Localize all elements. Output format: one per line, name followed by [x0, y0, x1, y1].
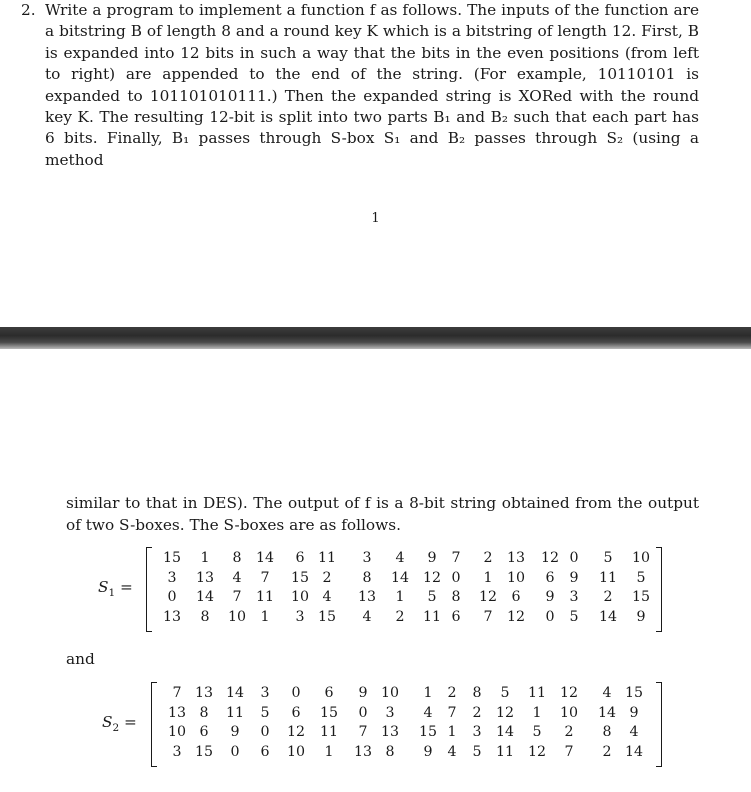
- matrix-cell: 13: [353, 744, 373, 761]
- matrix-cell: 8: [200, 609, 210, 626]
- matrix-cell: 2: [447, 685, 457, 701]
- matrix-cell: 9: [636, 609, 646, 626]
- matrix-cell: 0: [167, 589, 177, 606]
- matrix-cell: 7: [260, 569, 270, 586]
- matrix-cell: 0: [545, 609, 555, 626]
- matrix-cell: 4: [602, 685, 612, 701]
- matrix-cell: 5: [532, 724, 542, 741]
- matrix-cell: 14: [255, 550, 275, 566]
- page-number: 1: [371, 211, 380, 226]
- equals-sign: =: [115, 578, 133, 596]
- matrix-cell: 11: [598, 569, 618, 586]
- sbox-1-row: [0, 588, 751, 606]
- sbox-label-letter: S: [102, 713, 113, 731]
- matrix-cell: 10: [559, 704, 579, 721]
- matrix-cell: 2: [483, 550, 493, 566]
- matrix-cell: 13: [195, 569, 215, 586]
- matrix-cell: 11: [422, 609, 442, 626]
- matrix-cell: 11: [319, 724, 339, 741]
- matrix-cell: 12: [286, 724, 306, 741]
- matrix-cell: 15: [194, 744, 214, 761]
- problem-text-part2: similar to that in DES). The output of f is a 8-bit string obtained from the output of two S-boxes. The S-boxes are as follows.: [66, 494, 699, 534]
- matrix-cell: 1: [200, 550, 210, 566]
- matrix-cell: 5: [472, 744, 482, 761]
- equals-sign: =: [119, 713, 137, 731]
- matrix-cell: 14: [598, 609, 618, 626]
- matrix-cell: 0: [230, 744, 240, 761]
- matrix-cell: 6: [260, 744, 270, 761]
- matrix-cell: 15: [317, 609, 337, 626]
- matrix-cell: 9: [423, 744, 433, 761]
- matrix-cell: 5: [260, 704, 270, 721]
- matrix-cell: 0: [451, 569, 461, 586]
- matrix-cell: 8: [451, 589, 461, 606]
- matrix-cell: 10: [227, 609, 247, 626]
- matrix-cell: 13: [167, 704, 187, 721]
- matrix-cell: 4: [447, 744, 457, 761]
- matrix-cell: 9: [629, 704, 639, 721]
- matrix-cell: 2: [395, 609, 405, 626]
- matrix-cell: 0: [291, 685, 301, 701]
- matrix-cell: 10: [290, 589, 310, 606]
- matrix-cell: 12: [540, 550, 560, 566]
- matrix-cell: 1: [324, 744, 334, 761]
- sbox-label-subscript: 2: [112, 722, 120, 735]
- matrix-cell: 11: [225, 704, 245, 721]
- matrix-cell: 12: [559, 685, 579, 701]
- matrix-cell: 12: [495, 704, 515, 721]
- matrix-cell: 11: [527, 685, 547, 701]
- matrix-cell: 5: [636, 569, 646, 586]
- matrix-cell: 14: [495, 724, 515, 741]
- matrix-cell: 13: [506, 550, 526, 566]
- sbox-2-row: [0, 684, 751, 702]
- matrix-cell: 6: [324, 685, 334, 701]
- matrix-cell: 15: [418, 724, 438, 741]
- matrix-cell: 14: [225, 685, 245, 701]
- matrix-cell: 6: [295, 550, 305, 566]
- matrix-cell: 4: [232, 569, 242, 586]
- matrix-cell: 13: [162, 609, 182, 626]
- page-break-bar: [0, 327, 751, 349]
- sbox-label-letter: S: [98, 578, 109, 596]
- matrix-cell: 7: [172, 685, 182, 701]
- matrix-cell: 3: [569, 589, 579, 606]
- matrix-cell: 1: [395, 589, 405, 606]
- matrix-cell: 3: [172, 744, 182, 761]
- matrix-cell: 8: [199, 704, 209, 721]
- sbox-1-row: [0, 549, 751, 567]
- matrix-cell: 6: [545, 569, 555, 586]
- matrix-cell: 1: [260, 609, 270, 626]
- matrix-cell: 2: [564, 724, 574, 741]
- matrix-cell: 4: [322, 589, 332, 606]
- matrix-cell: 10: [380, 685, 400, 701]
- matrix-cell: 1: [447, 724, 457, 741]
- matrix-cell: 6: [511, 589, 521, 606]
- sbox-2-row: [0, 704, 751, 722]
- matrix-cell: 15: [319, 704, 339, 721]
- matrix-cell: 2: [602, 744, 612, 761]
- matrix-cell: 15: [162, 550, 182, 566]
- matrix-cell: 15: [631, 589, 651, 606]
- matrix-cell: 7: [483, 609, 493, 626]
- matrix-cell: 3: [472, 724, 482, 741]
- matrix-cell: 10: [631, 550, 651, 566]
- matrix-cell: 3: [260, 685, 270, 701]
- matrix-cell: 9: [358, 685, 368, 701]
- matrix-cell: 15: [290, 569, 310, 586]
- matrix-cell: 9: [545, 589, 555, 606]
- matrix-cell: 8: [362, 569, 372, 586]
- matrix-cell: 6: [291, 704, 301, 721]
- matrix-cell: 13: [357, 589, 377, 606]
- matrix-cell: 12: [422, 569, 442, 586]
- matrix-cell: 7: [358, 724, 368, 741]
- matrix-cell: 9: [569, 569, 579, 586]
- matrix-cell: 1: [423, 685, 433, 701]
- matrix-cell: 14: [195, 589, 215, 606]
- and-text: and: [66, 650, 95, 668]
- matrix-cell: 12: [506, 609, 526, 626]
- matrix-cell: 8: [472, 685, 482, 701]
- matrix-cell: 4: [629, 724, 639, 741]
- matrix-cell: 11: [495, 744, 515, 761]
- matrix-cell: 10: [506, 569, 526, 586]
- matrix-cell: 2: [472, 704, 482, 721]
- matrix-cell: 10: [286, 744, 306, 761]
- matrix-cell: 13: [380, 724, 400, 741]
- matrix-cell: 6: [199, 724, 209, 741]
- matrix-cell: 5: [500, 685, 510, 701]
- matrix-cell: 11: [317, 550, 337, 566]
- matrix-cell: 12: [478, 589, 498, 606]
- matrix-cell: 7: [564, 744, 574, 761]
- matrix-cell: 12: [527, 744, 547, 761]
- matrix-cell: 9: [230, 724, 240, 741]
- matrix-cell: 1: [532, 704, 542, 721]
- sbox-1-row: [0, 608, 751, 626]
- matrix-cell: 7: [232, 589, 242, 606]
- matrix-cell: 5: [603, 550, 613, 566]
- matrix-cell: 5: [569, 609, 579, 626]
- matrix-cell: 10: [167, 724, 187, 741]
- sbox-2-row: [0, 723, 751, 741]
- matrix-cell: 11: [255, 589, 275, 606]
- matrix-cell: 1: [483, 569, 493, 586]
- matrix-cell: 15: [624, 685, 644, 701]
- matrix-cell: 4: [395, 550, 405, 566]
- matrix-cell: 9: [427, 550, 437, 566]
- matrix-cell: 7: [447, 704, 457, 721]
- matrix-cell: 14: [624, 744, 644, 761]
- matrix-cell: 3: [167, 569, 177, 586]
- matrix-cell: 3: [295, 609, 305, 626]
- sbox-2-row: [0, 743, 751, 761]
- matrix-cell: 5: [427, 589, 437, 606]
- matrix-cell: 0: [260, 724, 270, 741]
- matrix-cell: 13: [194, 685, 214, 701]
- matrix-cell: 2: [603, 589, 613, 606]
- matrix-cell: 0: [358, 704, 368, 721]
- sbox-1-row: [0, 569, 751, 587]
- sbox-label-subscript: 1: [108, 587, 116, 600]
- matrix-cell: 8: [602, 724, 612, 741]
- matrix-cell: 2: [322, 569, 332, 586]
- matrix-cell: 6: [451, 609, 461, 626]
- matrix-cell: 3: [385, 704, 395, 721]
- matrix-cell: 0: [569, 550, 579, 566]
- matrix-cell: 4: [362, 609, 372, 626]
- matrix-cell: 3: [362, 550, 372, 566]
- matrix-cell: 4: [423, 704, 433, 721]
- matrix-cell: 14: [390, 569, 410, 586]
- matrix-cell: 8: [232, 550, 242, 566]
- matrix-cell: 7: [451, 550, 461, 566]
- matrix-cell: 8: [385, 744, 395, 761]
- problem-number: 2.: [21, 1, 36, 19]
- matrix-cell: 14: [597, 704, 617, 721]
- problem-text-part1: Write a program to implement a function f as follows. The inputs of the function are a bitstring B of length 8 and a round key K which is a bitstring of length 12. First, B is expanded into 12 bits in such a way that the bits in the even positions (from left to right) are appended to the end of the string. (For example, 10110101 is expanded to 101101010111.) Then the expanded string is XORed with the round key K. The resulting 12-bit is split into two parts B₁ and B₂ such that each part has 6 bits. Finally, B₁ passes through S-box S₁ and B₂ passes through S₂ (using a method: [45, 1, 699, 169]
